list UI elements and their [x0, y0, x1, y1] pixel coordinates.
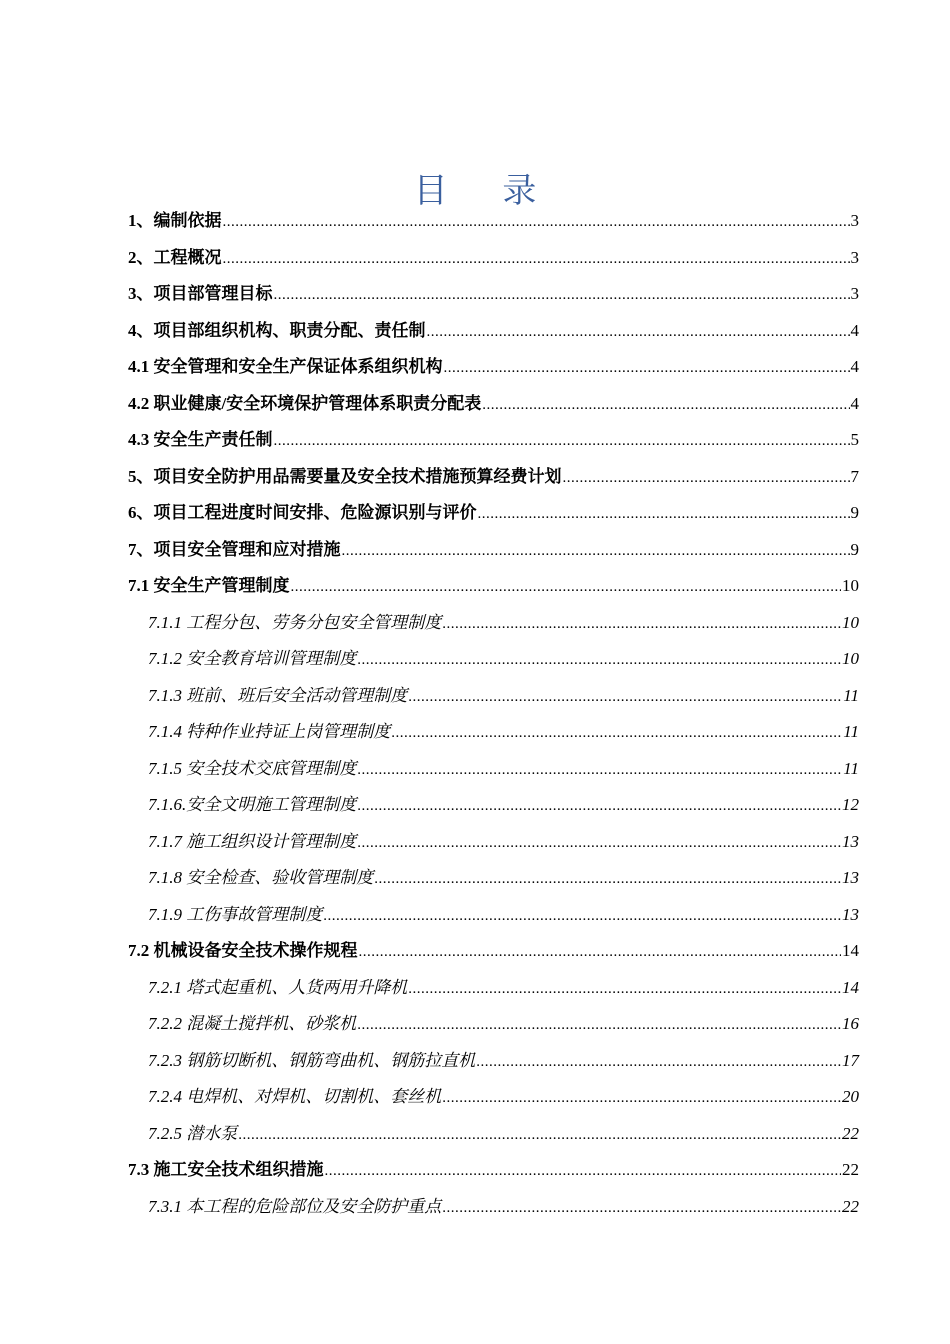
toc-entry[interactable]	[128, 568, 859, 605]
toc-dot-leader	[274, 423, 850, 460]
toc-page-number: 3	[850, 284, 859, 303]
toc-page-number: 7	[850, 466, 859, 486]
toc-entry-title: 7.1.6.安全文明施工管理制度	[148, 795, 357, 814]
toc-entry[interactable]	[128, 678, 859, 715]
toc-entry[interactable]	[128, 1079, 859, 1116]
toc-entry[interactable]	[128, 276, 859, 313]
toc-entry-title: 1、编制依据	[128, 211, 222, 230]
toc-page-number: 16	[842, 1014, 859, 1033]
toc-entry-title: 7.2.2 混凝土搅拌机、砂浆机	[148, 1014, 357, 1033]
toc-dot-leader	[357, 788, 841, 825]
toc-page-number: 4	[850, 357, 859, 376]
page-title: 目 录	[413, 170, 559, 211]
toc-dot-leader	[442, 606, 841, 643]
toc-entry[interactable]	[128, 532, 859, 569]
toc-page-number: 4	[850, 393, 859, 413]
toc-dot-leader	[357, 825, 841, 862]
toc-entry-title: 7.1.8 安全检查、验收管理制度	[148, 868, 374, 887]
toc-dot-leader	[427, 314, 850, 351]
toc-page-number: 9	[850, 539, 859, 559]
toc-entry-title: 7.1.2 安全教育培训管理制度	[148, 649, 357, 668]
toc-entry[interactable]	[128, 422, 859, 459]
toc-page-number: 14	[842, 941, 859, 960]
toc-entry[interactable]	[128, 240, 859, 277]
toc-dot-leader	[223, 204, 850, 241]
toc-page-number: 22	[842, 1160, 859, 1179]
toc-page-number: 3	[850, 247, 859, 267]
toc-entry[interactable]	[128, 459, 859, 496]
toc-page-number: 12	[842, 795, 859, 814]
toc-entry[interactable]	[128, 605, 859, 642]
toc-entry-title: 5、项目安全防护用品需要量及安全技术措施预算经费计划	[128, 466, 562, 486]
toc-dot-leader	[357, 752, 842, 789]
toc-entry[interactable]	[128, 897, 859, 934]
toc-dot-leader	[374, 861, 841, 898]
toc-dot-leader	[274, 277, 850, 314]
toc-page-number: 10	[842, 576, 859, 595]
toc-page-number: 13	[842, 831, 859, 851]
toc-dot-leader	[408, 679, 842, 716]
toc-page-number: 4	[850, 320, 859, 340]
toc-dot-leader	[408, 971, 841, 1008]
toc-dot-leader	[359, 934, 842, 971]
toc-page-number: 13	[842, 904, 859, 924]
toc-entry[interactable]	[128, 824, 859, 861]
toc-entry-title: 7.3 施工安全技术组织措施	[128, 1160, 324, 1179]
toc-entry-title: 7.1.1 工程分包、劳务分包安全管理制度	[148, 612, 442, 632]
toc-entry-title: 7.3.1 本工程的危险部位及安全防护重点	[148, 1196, 442, 1216]
toc-entry-title: 7.1.3 班前、班后安全活动管理制度	[148, 685, 408, 705]
toc-page-number: 22	[842, 1196, 859, 1216]
toc-dot-leader	[482, 387, 849, 424]
toc-entry[interactable]	[128, 1189, 859, 1226]
toc-entry-title: 7.1.7 施工组织设计管理制度	[148, 831, 357, 851]
toc-dot-leader	[238, 1117, 841, 1154]
toc-entry[interactable]	[128, 495, 859, 532]
toc-page-number: 17	[842, 1050, 859, 1070]
toc-entry-title: 7、项目安全管理和应对措施	[128, 539, 341, 559]
toc-page-number: 20	[842, 1087, 859, 1106]
toc-page-number: 10	[842, 649, 859, 668]
toc-dot-leader	[323, 898, 841, 935]
toc-entry-title: 4.1 安全管理和安全生产保证体系组织机构	[128, 357, 443, 376]
toc-entry[interactable]	[128, 714, 859, 751]
toc-entry-title: 7.2 机械设备安全技术操作规程	[128, 941, 358, 960]
toc-entry[interactable]	[128, 751, 859, 788]
toc-dot-leader	[223, 241, 850, 278]
toc-entry-title: 3、项目部管理目标	[128, 284, 273, 303]
toc-page-number: 5	[850, 430, 859, 449]
toc-dot-leader	[357, 1007, 841, 1044]
toc-entry[interactable]	[128, 1043, 859, 1080]
table-of-contents	[128, 203, 859, 1225]
toc-page-number: 3	[850, 211, 859, 230]
toc-page-number: 11	[843, 758, 859, 778]
toc-entry[interactable]	[128, 1006, 859, 1043]
toc-dot-leader	[391, 715, 842, 752]
toc-entry-title: 7.2.1 塔式起重机、人货两用升降机	[148, 977, 408, 997]
toc-page-number: 9	[850, 503, 859, 522]
toc-dot-leader	[357, 642, 841, 679]
toc-entry[interactable]	[128, 1116, 859, 1153]
toc-entry-title: 7.2.3 钢筋切断机、钢筋弯曲机、钢筋拉直机	[148, 1050, 476, 1070]
toc-page-number: 13	[842, 868, 859, 887]
toc-entry[interactable]	[128, 313, 859, 350]
toc-entry-title: 4.3 安全生产责任制	[128, 430, 273, 449]
toc-entry-title: 4、项目部组织机构、职责分配、责任制	[128, 320, 426, 340]
toc-entry-title: 7.1.4 特种作业持证上岗管理制度	[148, 722, 391, 741]
toc-dot-leader	[342, 533, 850, 570]
toc-dot-leader	[478, 496, 850, 533]
toc-dot-leader	[442, 1190, 841, 1227]
toc-entry-title: 2、工程概况	[128, 247, 222, 267]
toc-dot-leader	[291, 569, 842, 606]
toc-entry-title: 7.1 安全生产管理制度	[128, 576, 290, 595]
toc-dot-leader	[476, 1044, 841, 1081]
toc-page-number: 11	[843, 685, 859, 705]
toc-entry[interactable]	[128, 860, 859, 897]
toc-entry[interactable]	[128, 641, 859, 678]
toc-entry[interactable]	[128, 349, 859, 386]
toc-entry[interactable]	[128, 1152, 859, 1189]
toc-dot-leader	[442, 1080, 841, 1117]
toc-entry[interactable]	[128, 203, 859, 240]
toc-entry-title: 6、项目工程进度时间安排、危险源识别与评价	[128, 503, 477, 522]
toc-entry[interactable]	[128, 787, 859, 824]
toc-page-number: 10	[842, 612, 859, 632]
toc-entry[interactable]	[128, 386, 859, 423]
toc-page-number: 14	[842, 977, 859, 997]
toc-entry-title: 7.2.4 电焊机、对焊机、切割机、套丝机	[148, 1087, 442, 1106]
toc-dot-leader	[325, 1153, 842, 1190]
toc-page-number: 22	[842, 1123, 859, 1143]
toc-entry-title: 7.1.9 工伤事故管理制度	[148, 904, 323, 924]
toc-entry[interactable]	[128, 933, 859, 970]
toc-dot-leader	[444, 350, 850, 387]
toc-dot-leader	[563, 460, 850, 497]
toc-entry-title: 4.2 职业健康/安全环境保护管理体系职责分配表	[128, 393, 482, 413]
toc-entry[interactable]	[128, 970, 859, 1007]
toc-page-number: 11	[843, 722, 859, 741]
toc-entry-title: 7.2.5 潜水泵	[148, 1123, 238, 1143]
toc-entry-title: 7.1.5 安全技术交底管理制度	[148, 758, 357, 778]
